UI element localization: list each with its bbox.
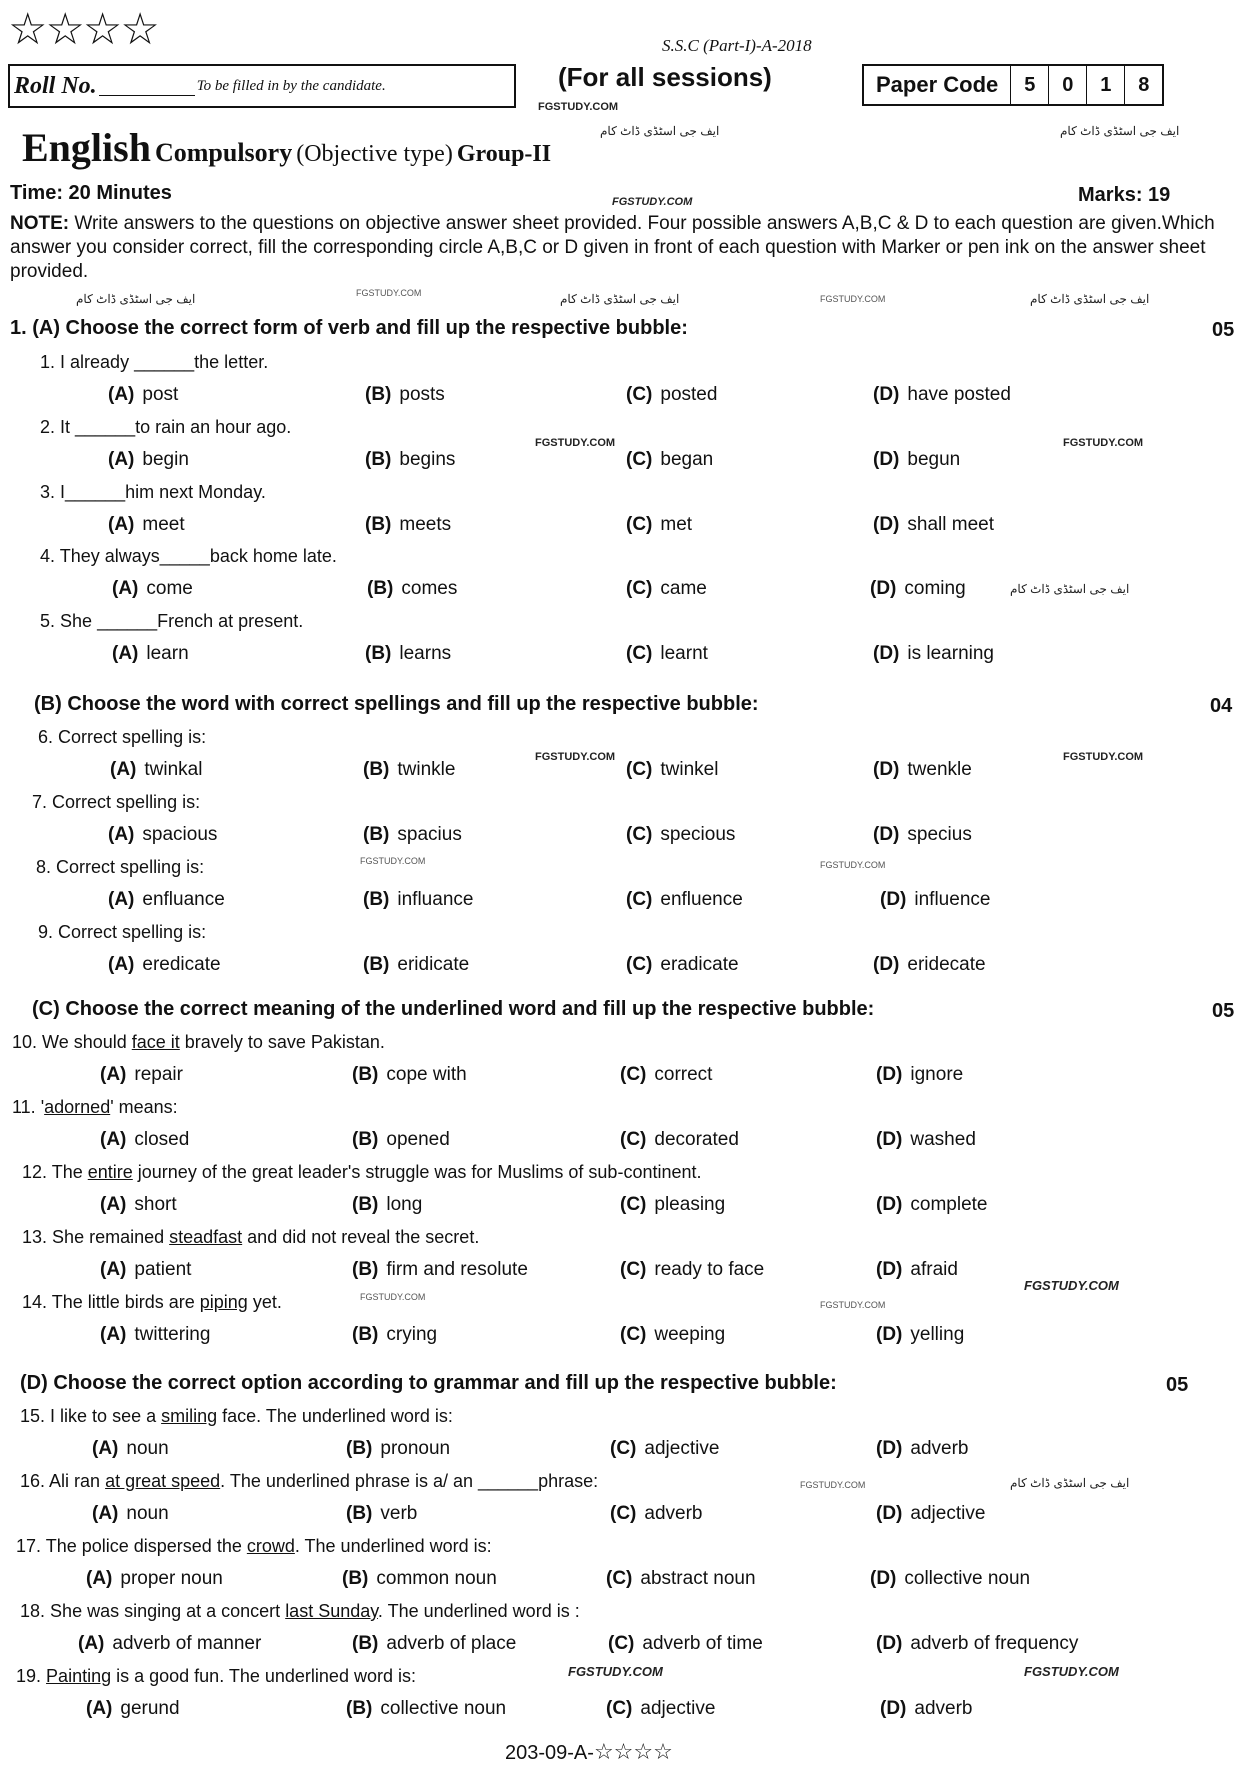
section-marks-a: 05 [1212, 319, 1235, 341]
option-b[interactable]: (B) eridicate [363, 954, 470, 975]
question-5: 5. She ______French at present. [40, 611, 304, 631]
option-b[interactable]: (B) long [352, 1194, 423, 1215]
option-b[interactable]: (B) influance [363, 889, 474, 910]
option-b[interactable]: (B) verb [346, 1503, 418, 1524]
option-c[interactable]: (C) adverb of time [608, 1633, 763, 1654]
question-9: 9. Correct spelling is: [38, 922, 207, 942]
sessions-label: (For all sessions) [558, 62, 772, 92]
roll-label: Roll No. [14, 72, 97, 99]
paper-code-digit: 1 [1087, 66, 1125, 104]
option-d[interactable]: (D) influence [880, 889, 991, 910]
total-marks: Marks: 19 [1078, 184, 1171, 206]
option-a[interactable]: (A) learn [112, 643, 189, 664]
option-a[interactable]: (A) proper noun [86, 1568, 223, 1589]
option-a[interactable]: (A) post [108, 384, 179, 405]
option-b[interactable]: (B) pronoun [346, 1438, 451, 1459]
option-a[interactable]: (A) begin [108, 449, 189, 470]
roll-number-box [8, 64, 516, 108]
option-a[interactable]: (A) eredicate [108, 954, 221, 975]
option-b[interactable]: (B) opened [352, 1129, 450, 1150]
option-a[interactable]: (A) noun [92, 1438, 169, 1459]
option-a[interactable]: (A) repair [100, 1064, 183, 1085]
urdu-watermark: ایف جی اسٹڈی ڈاٹ کام [1010, 1476, 1130, 1490]
urdu-watermark: ایف جی اسٹڈی ڈاٹ کام [1030, 292, 1150, 306]
option-d[interactable]: (D) collective noun [870, 1568, 1031, 1589]
question-8: 8. Correct spelling is: [36, 857, 205, 877]
option-c[interactable]: (C) specious [626, 824, 736, 845]
group-label: Group-II [456, 141, 552, 167]
footer-stars: ☆☆☆☆ [593, 1740, 673, 1765]
subject-sub: Compulsory [154, 138, 293, 167]
option-d[interactable]: (D) is learning [873, 643, 994, 664]
option-d[interactable]: (D) shall meet [873, 514, 994, 535]
option-c[interactable]: (C) correct [620, 1064, 713, 1085]
option-a[interactable]: (A) enfluance [108, 889, 225, 910]
option-d[interactable]: (D) complete [876, 1194, 988, 1215]
question-11: 11. 'adorned' means: [12, 1097, 178, 1117]
option-a[interactable]: (A) spacious [108, 824, 218, 845]
option-a[interactable]: (A) meet [108, 514, 185, 535]
option-d[interactable]: (D) twenkle [873, 759, 972, 780]
question-13: 13. She remained steadfast and did not reveal the secret. [22, 1227, 480, 1247]
question-14: 14. The little birds are piping yet. [22, 1292, 282, 1312]
option-a[interactable]: (A) noun [92, 1503, 169, 1524]
option-d[interactable]: (D) washed [876, 1129, 976, 1150]
watermark: FGSTUDY.COM [360, 1292, 426, 1302]
option-c[interactable]: (C) adjective [610, 1438, 720, 1459]
option-a[interactable]: (A) patient [100, 1259, 192, 1280]
option-c[interactable]: (C) began [626, 449, 714, 470]
paper-code-digit: 5 [1011, 66, 1049, 104]
option-d[interactable]: (D) adverb of frequency [876, 1633, 1079, 1654]
paper-title [22, 124, 551, 171]
urdu-watermark: ایف جی اسٹڈی ڈاٹ کام [600, 124, 720, 138]
watermark: FGSTUDY.COM [360, 856, 426, 866]
urdu-watermark: ایف جی اسٹڈی ڈاٹ کام [560, 292, 680, 306]
option-b[interactable]: (B) cope with [352, 1064, 467, 1085]
watermark: FGSTUDY.COM [538, 101, 619, 113]
option-a[interactable]: (A) twittering [100, 1324, 211, 1345]
option-c[interactable]: (C) enfluence [626, 889, 743, 910]
question-7: 7. Correct spelling is: [32, 792, 201, 812]
option-d[interactable]: (D) have posted [873, 384, 1011, 405]
option-c[interactable]: (C) abstract noun [606, 1568, 756, 1589]
exam-series: S.S.C (Part-I)-A-2018 [662, 36, 812, 55]
section-marks-b: 04 [1210, 695, 1233, 717]
paper-code-box [862, 64, 1164, 106]
roll-hint: To be filled in by the candidate. [196, 77, 386, 94]
option-c[interactable]: (C) adverb [610, 1503, 703, 1524]
watermark: FGSTUDY.COM [1063, 751, 1144, 763]
option-b[interactable]: (B) crying [352, 1324, 438, 1345]
option-b[interactable]: (B) firm and resolute [352, 1259, 528, 1280]
paper-code-digit: 0 [1049, 66, 1087, 104]
option-d[interactable]: (D) begun [873, 449, 961, 470]
option-d[interactable]: (D) specius [873, 824, 972, 845]
option-d[interactable]: (D) ignore [876, 1064, 964, 1085]
paper-code-digit: 8 [1138, 73, 1150, 96]
footer-code-text: 203-09-A- [505, 1742, 594, 1764]
urdu-watermark: ایف جی اسٹڈی ڈاٹ کام [1060, 124, 1180, 138]
option-b[interactable]: (B) meets [365, 514, 452, 535]
watermark: FGSTUDY.COM [820, 294, 886, 304]
option-a[interactable]: (A) closed [100, 1129, 190, 1150]
option-b[interactable]: (B) collective noun [346, 1698, 507, 1719]
question-3: 3. I______him next Monday. [40, 482, 266, 502]
urdu-watermark: ایف جی اسٹڈی ڈاٹ کام [1010, 582, 1130, 596]
option-b[interactable]: (B) learns [365, 643, 452, 664]
option-c[interactable]: (C) ready to face [620, 1259, 765, 1280]
roll-number-field[interactable] [99, 77, 195, 96]
section-heading-d: (D) Choose the correct option according to grammar and fill up the respective bubble: [20, 1372, 837, 1394]
option-c[interactable]: (C) adjective [606, 1698, 716, 1719]
watermark: FGSTUDY.COM [820, 1300, 886, 1310]
question-16: 16. Ali ran at great speed. The underlined phrase is a/ an ______phrase: [20, 1471, 599, 1491]
watermark: FGSTUDY.COM [535, 751, 616, 763]
option-d[interactable]: (D) coming [870, 578, 966, 599]
option-b[interactable]: (B) twinkle [363, 759, 456, 780]
section-heading-b: (B) Choose the word with correct spellings and fill up the respective bubble: [34, 693, 759, 715]
option-d[interactable]: (D) afraid [876, 1259, 958, 1280]
option-b[interactable]: (B) begins [365, 449, 456, 470]
option-d[interactable]: (D) adverb [880, 1698, 973, 1719]
watermark: FGSTUDY.COM [800, 1480, 866, 1490]
option-c[interactable]: (C) pleasing [620, 1194, 726, 1215]
section-heading-a: 1. (A) Choose the correct form of verb and fill up the respective bubble: [10, 317, 688, 339]
option-a[interactable]: (A) adverb of manner [78, 1633, 262, 1654]
watermark: FGSTUDY.COM [1024, 1664, 1119, 1679]
option-c[interactable]: (C) twinkel [626, 759, 719, 780]
section-marks-c: 05 [1212, 1000, 1235, 1022]
option-d[interactable]: (D) adjective [876, 1503, 986, 1524]
question-10: 10. We should face it bravely to save Pakistan. [12, 1032, 385, 1052]
option-a[interactable]: (A) twinkal [110, 759, 203, 780]
note-text: Write answers to the questions on objective answer sheet provided. Four possible answers A,B,C & D to each question are given.Which answer you consider correct, fill the corresponding circle A,B,C or D given in front of each question with Marker or pen ink on the answer sheet provided. [10, 213, 1215, 282]
header-stars: ☆☆☆☆ [8, 4, 158, 55]
question-1: 1. I already ______the letter. [40, 352, 269, 372]
watermark: FGSTUDY.COM [356, 288, 422, 298]
question-6: 6. Correct spelling is: [38, 727, 207, 747]
instructions-note [10, 212, 1240, 284]
watermark: FGSTUDY.COM [1024, 1278, 1119, 1293]
urdu-watermark: ایف جی اسٹڈی ڈاٹ کام [76, 292, 196, 306]
question-15: 15. I like to see a smiling face. The underlined word is: [20, 1406, 453, 1426]
option-d[interactable]: (D) adverb [876, 1438, 969, 1459]
option-a[interactable]: (A) come [112, 578, 193, 599]
watermark: FGSTUDY.COM [820, 860, 886, 870]
watermark: FGSTUDY.COM [535, 437, 616, 449]
question-18: 18. She was singing at a concert last Sunday. The underlined word is : [20, 1601, 580, 1621]
option-c[interactable]: (C) learnt [626, 643, 708, 664]
question-17: 17. The police dispersed the crowd. The underlined word is: [16, 1536, 492, 1556]
question-4: 4. They always_____back home late. [40, 546, 337, 566]
question-12: 12. The entire journey of the great leader's struggle was for Muslims of sub-continent. [22, 1162, 702, 1182]
option-d[interactable]: (D) yelling [876, 1324, 965, 1345]
watermark: FGSTUDY.COM [1063, 437, 1144, 449]
option-c[interactable]: (C) met [626, 514, 693, 535]
option-b[interactable]: (B) posts [365, 384, 445, 405]
option-b[interactable]: (B) spacius [363, 824, 462, 845]
option-b[interactable]: (B) adverb of place [352, 1633, 517, 1654]
footer-code [505, 1740, 673, 1765]
option-c[interactable]: (C) eradicate [626, 954, 739, 975]
paper-type: (Objective type) [296, 141, 453, 167]
option-a[interactable]: (A) gerund [86, 1698, 180, 1719]
question-2: 2. It ______to rain an hour ago. [40, 417, 292, 437]
option-d[interactable]: (D) eridecate [873, 954, 986, 975]
subject-name: English [22, 125, 151, 170]
option-b[interactable]: (B) common noun [342, 1568, 497, 1589]
option-a[interactable]: (A) short [100, 1194, 177, 1215]
time-allowed: Time: 20 Minutes [10, 182, 172, 204]
option-c[interactable]: (C) posted [626, 384, 718, 405]
question-19: 19. Painting is a good fun. The underlined word is: [16, 1666, 416, 1686]
option-c[interactable]: (C) decorated [620, 1129, 739, 1150]
option-b[interactable]: (B) comes [367, 578, 458, 599]
section-marks-d: 05 [1166, 1374, 1189, 1396]
paper-code-label: Paper Code [864, 66, 1011, 104]
section-heading-c: (C) Choose the correct meaning of the underlined word and fill up the respective bubble: [32, 998, 875, 1020]
watermark: FGSTUDY.COM [568, 1664, 663, 1679]
option-c[interactable]: (C) weeping [620, 1324, 726, 1345]
watermark: FGSTUDY.COM [612, 196, 693, 208]
option-c[interactable]: (C) came [626, 578, 707, 599]
note-label: NOTE: [10, 213, 70, 234]
